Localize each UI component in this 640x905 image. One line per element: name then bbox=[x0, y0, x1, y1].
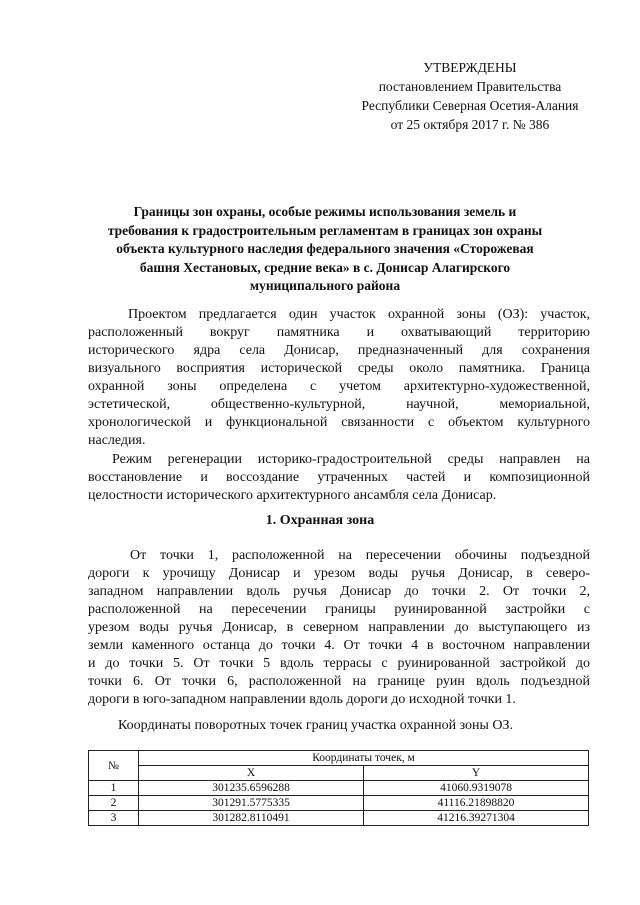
approval-date: от 25 октября 2017 г. № 386 bbox=[390, 117, 550, 132]
table-header-row bbox=[89, 751, 589, 766]
paragraph-line: точки 6. От точки 6, расположенной на границе руин вдоль подъездной bbox=[88, 674, 590, 689]
section-heading: 1. Охранная зона bbox=[265, 513, 375, 528]
title-line: Границы зон охраны, особые режимы использования земель и bbox=[133, 204, 517, 219]
approval-republic: Республики Северная Осетия-Алания bbox=[361, 98, 579, 113]
y-header: Y bbox=[364, 766, 589, 781]
point-number: 1 bbox=[89, 781, 139, 796]
intro-paragraph bbox=[88, 306, 590, 450]
table-subheader-row bbox=[89, 766, 589, 781]
point-x: 301235.6596288 bbox=[139, 781, 364, 796]
paragraph-line: западном направлении вдоль ручья Донисар до точки 2. От точки 2, bbox=[88, 584, 590, 599]
point-number: 3 bbox=[89, 811, 139, 826]
paragraph-line: дороги в юго-западном направлении вдоль дороги до исходной точки 1. bbox=[88, 692, 516, 707]
title-line: башня Хестановых, средние века» в с. Донисар Алагирского bbox=[139, 259, 511, 275]
table-row bbox=[89, 796, 589, 811]
paragraph-line: урезом воды ручья Донисар, в северном направлении до выступающего из bbox=[88, 620, 590, 635]
number-header: № bbox=[89, 751, 139, 781]
point-x: 301291.5775335 bbox=[139, 796, 364, 811]
paragraph-line: восстановление и воссоздание утраченных частей и композиционной bbox=[88, 470, 590, 485]
paragraph-line: целостности исторического архитектурного ансамбля села Донисар. bbox=[88, 488, 497, 503]
coordinates-table bbox=[88, 750, 589, 826]
point-x: 301282.8110491 bbox=[139, 811, 364, 826]
point-y: 41216.39271304 bbox=[364, 811, 589, 826]
table-row bbox=[89, 811, 589, 826]
paragraph-line: дороги к урочищу Донисар и урезом воды ручья Донисар, в северо- bbox=[88, 566, 590, 581]
boundary-paragraph bbox=[88, 547, 590, 709]
x-header: X bbox=[139, 766, 364, 781]
paragraph-line: наследия. bbox=[88, 433, 146, 448]
paragraph-line: расположенный вокруг памятника и охватывающий территорию bbox=[88, 325, 590, 340]
title-line: объекта культурного наследия федерального значения «Сторожевая bbox=[116, 241, 534, 256]
paragraph-line: хронологической и функциональной связанности с объектом культурного bbox=[88, 415, 590, 430]
paragraph-line: От точки 1, расположенной на пересечении обочины подъездной bbox=[130, 548, 590, 563]
paragraph-line: Режим регенерации историко-градостроительной среды направлен на bbox=[112, 452, 590, 467]
table-caption: Координаты поворотных точек границ участка охранной зоны ОЗ. bbox=[118, 718, 514, 733]
document-title bbox=[92, 203, 558, 296]
paragraph-line: эстетической, общественно-культурной, научной, мемориальной, bbox=[88, 397, 590, 412]
title-line: требования к градостроительным регламентам в границах зон охраны bbox=[107, 222, 543, 238]
regime-paragraph bbox=[88, 451, 590, 505]
table-row bbox=[89, 781, 589, 796]
point-number: 2 bbox=[89, 796, 139, 811]
title-line: муниципального района bbox=[249, 278, 401, 293]
paragraph-line: Проектом предлагается один участок охранной зоны (ОЗ): участок, bbox=[128, 307, 590, 322]
point-y: 41060.9319078 bbox=[364, 781, 589, 796]
approval-heading: УТВЕРЖДЕНЫ bbox=[423, 60, 517, 75]
coords-header: Координаты точек, м bbox=[139, 751, 589, 766]
paragraph-line: охранной зоны определена с учетом архитектурно-художественной, bbox=[88, 379, 590, 394]
approval-decree: постановлением Правительства bbox=[378, 79, 562, 94]
paragraph-line: расположенной на пересечении границы руинированной застройки с bbox=[88, 602, 590, 617]
paragraph-line: и до точки 5. От точки 5 вдоль террасы с руинированной застройкой до bbox=[88, 656, 590, 671]
approval-block bbox=[320, 58, 620, 134]
paragraph-line: визуального восприятия исторической среды около памятника. Граница bbox=[88, 361, 590, 376]
point-y: 41116.21898820 bbox=[364, 796, 589, 811]
paragraph-line: земли каменного останца до точки 4. От точки 4 в восточном направлении bbox=[88, 638, 590, 653]
paragraph-line: исторического ядра села Донисар, предназначенный для сохранения bbox=[88, 343, 590, 358]
